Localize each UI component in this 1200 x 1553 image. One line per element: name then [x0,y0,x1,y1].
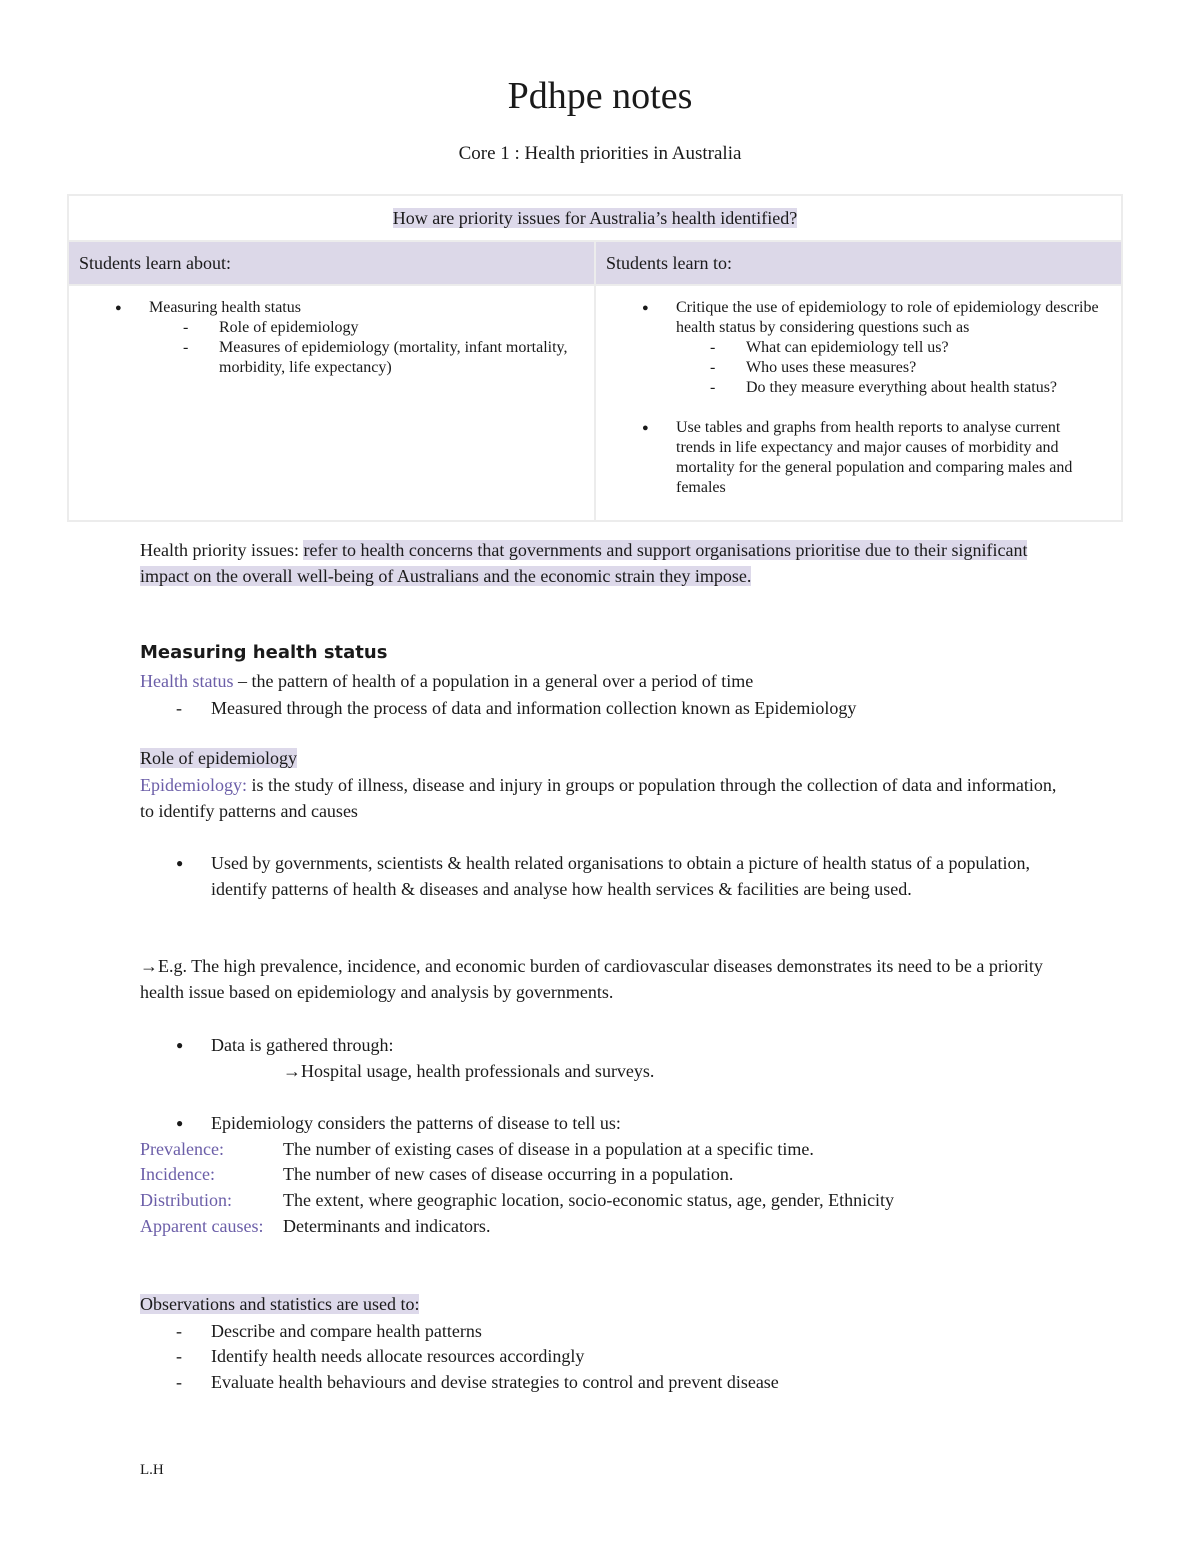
document-subtitle: Core 1 : Health priorities in Australia [458,143,742,164]
footer-initials: L.H [140,1462,164,1478]
role-heading: Role of epidemiology [140,748,297,768]
list-item: ● Critique the use of epidemiology to role of epidemiology describe health status by considering questions such as [596,298,1099,338]
learn-to-list [596,298,1121,498]
list-item: Identify health needs allocate resources accordingly [211,1346,585,1366]
bullet-dot-icon: ● [176,1116,184,1130]
prevalence-term: Prevalence: [140,1139,224,1159]
table-question-cell [68,195,1122,241]
list-item: ● Use tables and graphs from health reports to analyse current trends in life expectancy and major causes of morbidity and mortality for the general population and comparing males and females [596,418,1099,498]
dash-marker: - [176,1372,182,1392]
data-gathered: Data is gathered through: [211,1035,394,1055]
epidemiology-definition [140,772,1060,824]
list-item: - Role of epidemiology [69,318,594,338]
list-item: ● Measuring health status [69,298,594,318]
list-item: - Do they measure everything about health status? [596,378,1099,398]
distribution-term: Distribution: [140,1190,233,1210]
intro-label: Health priority issues: [140,540,299,560]
epidemiology-term: Epidemiology: [140,775,247,795]
intro-paragraph [140,537,1060,589]
learn-about-list [69,298,594,378]
epidemiology-use: Used by governments, scientists & health related organisations to obtain a picture of health status of a population, identify patterns of health & diseases and analyse how health services & facilities are being used. [211,853,1030,899]
prevalence-definition: The number of existing cases of disease in a population at a specific time. [283,1139,814,1159]
table-question: How are priority issues for Australia’s health identified? [392,208,798,228]
data-sources: →Hospital usage, health professionals and surveys. [283,1061,655,1081]
example-paragraph: →E.g. The high prevalence, incidence, and economic burden of cardiovascular diseases demonstrates its need to be a priority health issue based on epidemiology and analysis by governments. [140,956,1043,1002]
intro-definition: refer to health concerns that governments and support organisations prioritise due to their significant impact on the overall well-being of Australians and the economic strain they impose. [140,540,1028,586]
epidemiology-text: is the study of illness, disease and injury in groups or population through the collection of data and information, to identify patterns and causes [140,775,1057,821]
health-status-definition [140,668,1060,694]
list-item: Describe and compare health patterns [211,1321,482,1341]
observations-heading: Observations and statistics are used to: [140,1294,420,1314]
health-status-point: Measured through the process of data and information collection known as Epidemiology [211,698,857,718]
learn-to-cell [595,285,1122,521]
learn-about-cell [68,285,595,521]
apparent-causes-term: Apparent causes: [140,1216,264,1236]
incidence-term: Incidence: [140,1164,215,1184]
list-item: Evaluate health behaviours and devise strategies to control and prevent disease [211,1372,779,1392]
apparent-causes-definition: Determinants and indicators. [283,1216,491,1236]
incidence-definition: The number of new cases of disease occurring in a population. [283,1164,734,1184]
patterns-intro: Epidemiology considers the patterns of disease to tell us: [211,1113,621,1133]
list-item: - Who uses these measures? [596,358,1099,378]
dash-marker: - [176,1346,182,1366]
dash-marker: - [176,1321,182,1341]
section-heading: Measuring health status [140,642,388,663]
list-item: - Measures of epidemiology (mortality, infant mortality, morbidity, life expectancy) [69,338,594,378]
observations-heading-line [140,1291,1060,1317]
document-title: Pdhpe notes [507,75,693,117]
bullet-dot-icon: ● [176,1038,184,1052]
spacer [596,398,1099,418]
learn-to-header: Students learn to: [595,241,1122,285]
learn-about-header: Students learn about: [68,241,595,285]
distribution-definition: The extent, where geographic location, socio-economic status, age, gender, Ethnicity [283,1190,895,1210]
list-item: - What can epidemiology tell us? [596,338,1099,358]
health-status-text: – the pattern of health of a population in a general over a period of time [233,671,754,691]
dash-marker: - [176,698,182,718]
role-heading-line [140,745,1060,771]
bullet-dot-icon: ● [176,856,184,870]
syllabus-table [67,194,1123,522]
health-status-term: Health status [140,671,234,691]
